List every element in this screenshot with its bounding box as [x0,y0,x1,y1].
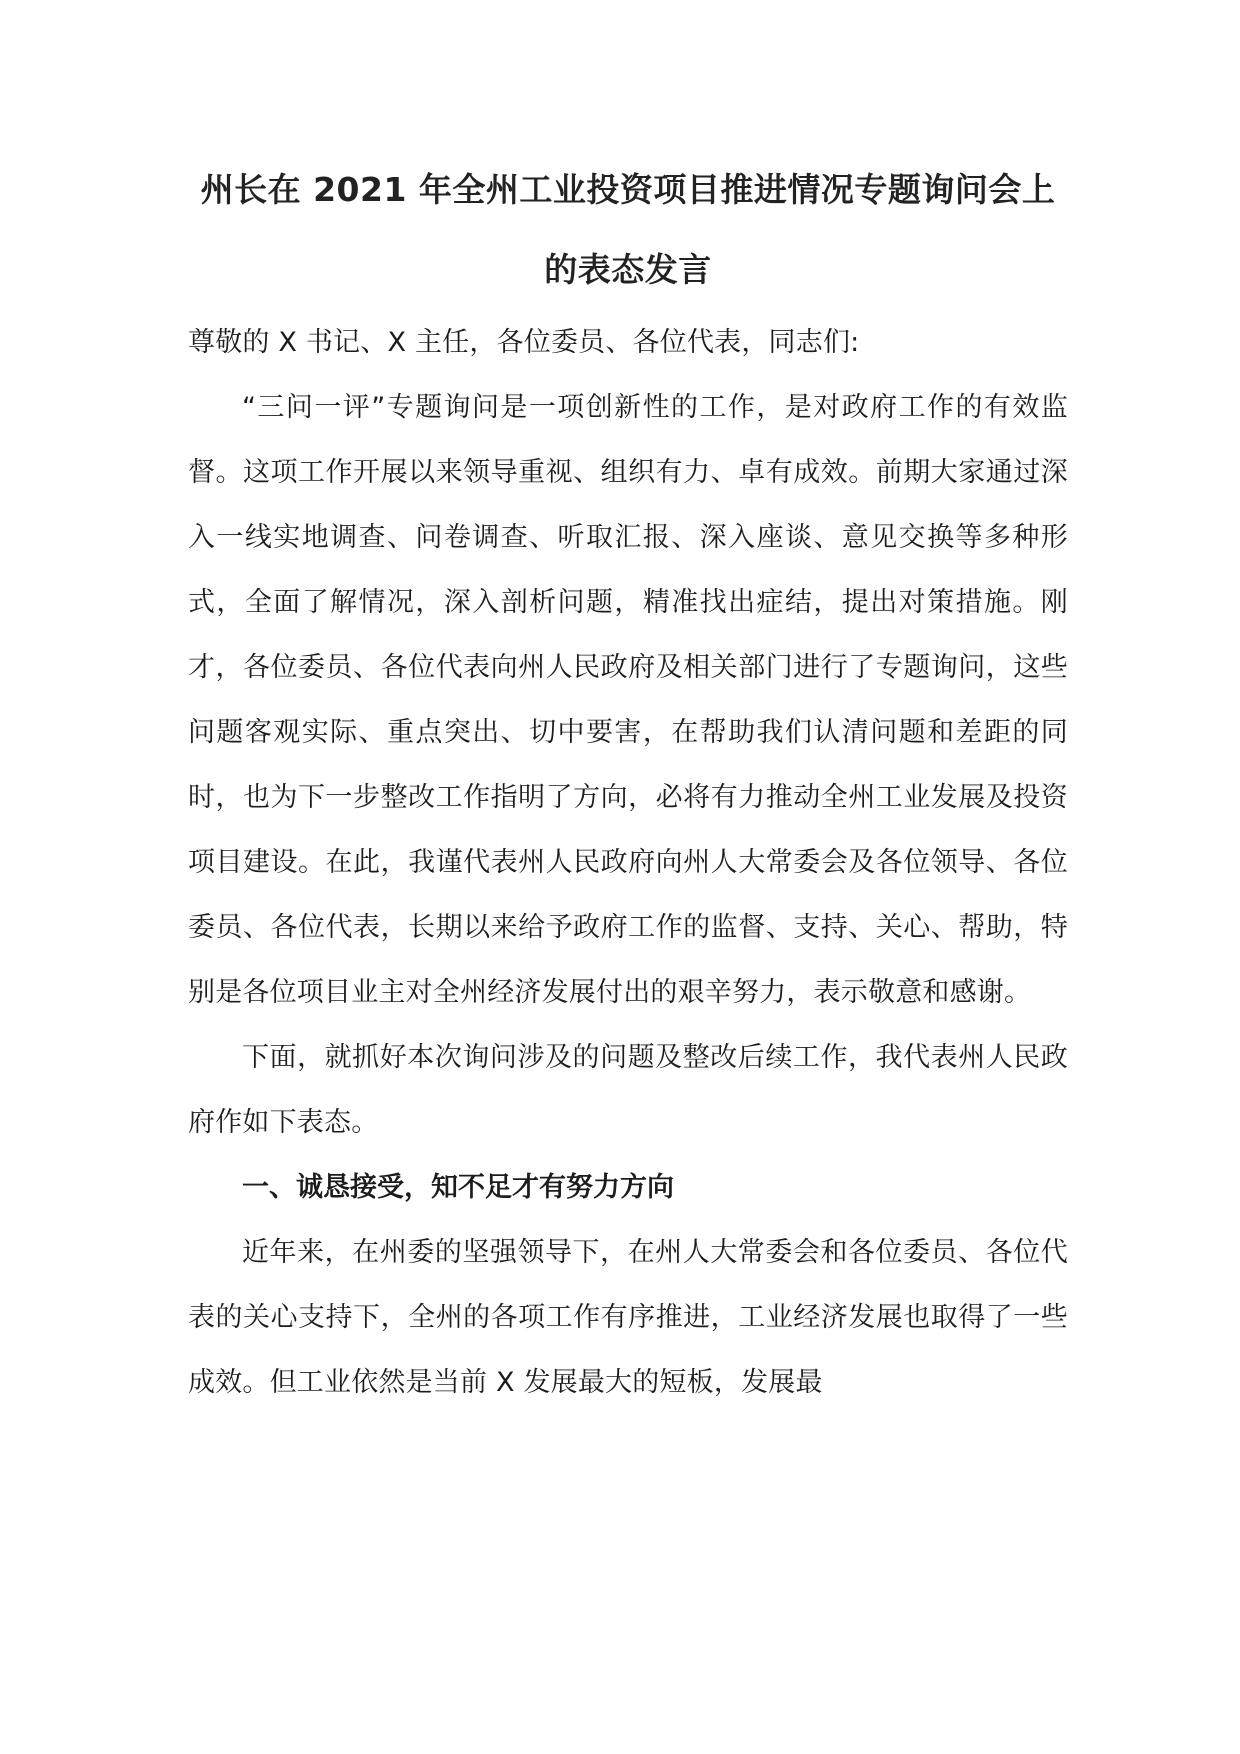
paragraph-section-1: 近年来，在州委的坚强领导下，在州人大常委会和各位委员、各位代表的关心支持下，全州的各项工作有序推进，工业经济发展也取得了一些成效。但工业依然是当前 X 发展最大的短板，发展最 [188,1237,1068,1398]
document-title [188,150,1068,310]
salutation: 尊敬的 X 书记、X 主任，各位委员、各位代表，同志们: [188,327,860,358]
title-line-2: 的表态发言 [544,250,712,289]
paragraph-intro: “三问一评”专题询问是一项创新性的工作，是对政府工作的有效监督。这项工作开展以来领导重视、组织有力、卓有成效。前期大家通过深入一线实地调查、问卷调查、听取汇报、深入座谈、意见交换等多种形式，全面了解情况，深入剖析问题，精准找出症结，提出对策措施。刚才，各位委员、各位代表向州人民政府及相关部门进行了专题询问，这些问题客观实际、重点突出、切中要害，在帮助我们认清问题和差距的同时，也为下一步整改工作指明了方向，必将有力推动全州工业发展及投资项目建设。在此，我谨代表州人民政府向州人大常委会及各位领导、各位委员、各位代表，长期以来给予政府工作的监督、支持、关心、帮助，特别是各位项目业主对全州经济发展付出的艰辛努力，表示敬意和感谢。 [188,392,1068,1008]
document-page [188,150,1068,1415]
paragraph-statement: 下面，就抓好本次询问涉及的问题及整改后续工作，我代表州人民政府作如下表态。 [188,1042,1068,1138]
section-heading-1: 一、诚恳接受，知不足才有努力方向 [242,1172,674,1203]
title-line-1: 州长在 2021 年全州工业投资项目推进情况专题询问会上 [200,170,1056,209]
